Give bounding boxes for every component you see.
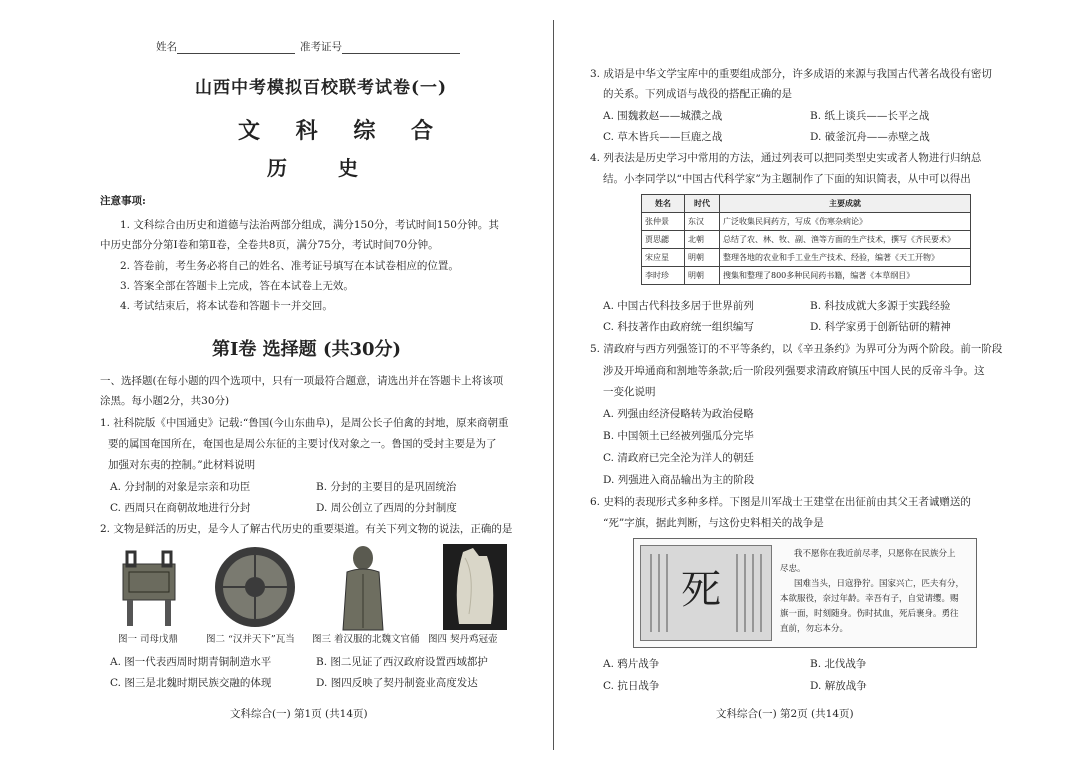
death-flag-figure bbox=[633, 538, 977, 648]
table-cell: 张仲景 bbox=[642, 213, 685, 231]
subject-title: 文 科 综 合 bbox=[238, 118, 447, 144]
table-row bbox=[642, 213, 971, 231]
q4-stem-line: 4. 列表法是历史学习中常用的方法，通过列表可以把同类型史实或者人物进行归纳总 bbox=[590, 152, 982, 164]
q6-option-b: B. 北伐战争 bbox=[810, 658, 867, 670]
table-cell: 整理各地的农业和手工业生产技术、经验，编著《天工开物》 bbox=[720, 249, 971, 267]
q5-stem-line: 一变化说明 bbox=[603, 386, 656, 398]
q1-option-d: D. 周公创立了西周的分封制度 bbox=[316, 502, 457, 514]
notice-line: 4. 考试结束后，将本试卷和答题卡一并交回。 bbox=[120, 300, 333, 312]
q6-stem-line: 6. 史料的表现形式多种多样。下图是川军战士王建堂在出征前由其父王者诚赠送的 bbox=[590, 496, 971, 508]
q3-option-d: D. 破釜沉舟——赤壁之战 bbox=[810, 131, 930, 143]
notice-line: 中历史部分分第Ⅰ卷和第Ⅱ卷，全卷共8页，满分75分，考试时间70分钟。 bbox=[100, 239, 439, 251]
q6-option-d: D. 解放战争 bbox=[810, 680, 867, 692]
q3-option-b: B. 纸上谈兵——长平之战 bbox=[810, 110, 930, 122]
flag-image bbox=[640, 545, 772, 641]
table-cell: 明朝 bbox=[685, 267, 720, 285]
q1-stem-line: 加强对东夷的控制。”此材料说明 bbox=[108, 459, 256, 471]
q6-stem-line: “死”字旗，据此判断，与这份史料相关的战争是 bbox=[603, 517, 824, 529]
letter-line: 直前，勿忘本分。 bbox=[780, 624, 849, 634]
q1-stem-line: 1. 社科院版《中国通史》记载:“鲁国(今山东曲阜)，是周公长子伯禽的封地，原来商朝重 bbox=[100, 417, 509, 429]
notice-line: 3. 答案全部在答题卡上完成，答在本试卷上无效。 bbox=[120, 280, 354, 292]
q4-option-a: A. 中国古代科技多居于世界前列 bbox=[603, 300, 754, 312]
notice-title: 注意事项: bbox=[100, 195, 146, 207]
letter-line: 本欲服役，奈过年龄。幸吾有子，自觉请缨。赐 bbox=[780, 594, 959, 604]
table-cell: 贾思勰 bbox=[642, 231, 685, 249]
exam-number-label: 准考证号 bbox=[300, 41, 342, 53]
q3-option-a: A. 围魏救赵——城濮之战 bbox=[603, 110, 723, 122]
figure-caption: 图四 契丹鸡冠壶 bbox=[428, 634, 498, 645]
name-label: 姓名 bbox=[156, 41, 177, 53]
q2-stem: 2. 文物是鲜活的历史，是今人了解古代历史的重要渠道。有关下列文物的说法，正确的是 bbox=[100, 523, 513, 535]
letter-line: 我不愿你在我近前尽孝，只愿你在民族分上 bbox=[794, 549, 956, 559]
table-cell: 宋应星 bbox=[642, 249, 685, 267]
letter-line: 国难当头，日寇狰狞。国家兴亡，匹夫有分， bbox=[794, 579, 965, 589]
q1-option-b: B. 分封的主要目的是巩固统治 bbox=[316, 481, 457, 493]
q5-stem-line: 5. 清政府与西方列强签订的不平等条约，以《辛丑条约》为界可分为两个阶段。前一阶段 bbox=[590, 343, 1003, 355]
name-field bbox=[156, 40, 295, 54]
section-intro-line: 一、选择题(在每小题的四个选项中，只有一项最符合题意，请选出并在答题卡上将该项 bbox=[100, 375, 504, 387]
q3-stem-line: 的关系。下列成语与战役的搭配正确的是 bbox=[603, 88, 792, 100]
table-cell: 北朝 bbox=[685, 231, 720, 249]
exam-title: 山西中考模拟百校联考试卷(一) bbox=[195, 78, 448, 98]
table-header: 姓名 bbox=[642, 195, 685, 213]
table-cell: 搜集和整理了800多种民间药书籍，编著《本草纲目》 bbox=[720, 267, 971, 285]
name-blank bbox=[177, 43, 295, 54]
section-intro-line: 涂黑。每小题2分，共30分) bbox=[100, 395, 230, 407]
q5-option-d: D. 列强进入商品输出为主的阶段 bbox=[603, 474, 755, 486]
page-footer-left: 文科综合(一) 第1页 (共14页) bbox=[230, 708, 368, 720]
q1-stem-line: 要的属国奄国所在，奄国也是周公东征的主要讨伐对象之一。鲁国的受封主要是为了 bbox=[108, 438, 497, 450]
roof-tile-end-image bbox=[213, 545, 298, 630]
q3-stem-line: 3. 成语是中华文学宝库中的重要组成部分，许多成语的来源与我国古代著名战役有密切 bbox=[590, 68, 992, 80]
notice-line: 1. 文科综合由历史和道德与法治两部分组成，满分150分，考试时间150分钟。其 bbox=[120, 219, 499, 231]
exam-number-field bbox=[300, 40, 460, 54]
pottery-pot-image bbox=[443, 544, 507, 630]
q5-option-a: A. 列强由经济侵略转为政治侵略 bbox=[603, 408, 754, 420]
q4-option-c: C. 科技著作由政府统一组织编写 bbox=[603, 321, 754, 333]
table-cell: 总结了农、林、牧、副、渔等方面的生产技术，撰写《齐民要术》 bbox=[720, 231, 971, 249]
exam-number-blank bbox=[342, 43, 460, 54]
q6-option-c: C. 抗日战争 bbox=[603, 680, 660, 692]
table-row bbox=[642, 267, 971, 285]
section-title: 第Ⅰ卷 选择题 (共30分) bbox=[212, 339, 402, 360]
q6-option-a: A. 鸦片战争 bbox=[603, 658, 660, 670]
q1-option-c: C. 西周只在商朝故地进行分封 bbox=[110, 502, 251, 514]
q4-option-d: D. 科学家勇于创新钻研的精神 bbox=[810, 321, 951, 333]
notice-line: 2. 答卷前，考生务必将自己的姓名、准考证号填写在本试卷相应的位置。 bbox=[120, 260, 459, 272]
table-cell: 李时珍 bbox=[642, 267, 685, 285]
letter-text bbox=[780, 547, 964, 637]
q5-option-b: B. 中国领土已经被列强瓜分完毕 bbox=[603, 430, 754, 442]
table-cell: 广泛收集民间药方，写成《伤寒杂病论》 bbox=[720, 213, 971, 231]
q4-stem-line: 结。小李同学以“中国古代科学家”为主题制作了下面的知识简表，从中可以得出 bbox=[603, 173, 971, 185]
table-cell: 明朝 bbox=[685, 249, 720, 267]
bronze-ding-image bbox=[115, 546, 183, 628]
letter-line: 旗一面，时刻随身。伤时拭血，死后裹身。勇往 bbox=[780, 609, 959, 619]
q2-option-d: D. 图四反映了契丹制瓷业高度发达 bbox=[316, 677, 478, 689]
figure-caption: 图一 司母戊鼎 bbox=[118, 634, 179, 645]
q2-option-b: B. 图二见证了西汉政府设置西域都护 bbox=[316, 656, 488, 668]
q4-option-b: B. 科技成就大多源于实践经验 bbox=[810, 300, 951, 312]
page-footer-right: 文科综合(一) 第2页 (共14页) bbox=[716, 708, 854, 720]
letter-line: 尽忠。 bbox=[780, 564, 806, 574]
table-row bbox=[642, 231, 971, 249]
table-header: 主要成就 bbox=[720, 195, 971, 213]
table-cell: 东汉 bbox=[685, 213, 720, 231]
q2-option-a: A. 图一代表西周时期青铜制造水平 bbox=[110, 656, 272, 668]
q5-stem-line: 涉及开埠通商和割地等条款;后一阶段列强要求清政府镇压中国人民的反帝斗争。这 bbox=[603, 365, 985, 377]
figure-caption: 图二 “汉并天下”瓦当 bbox=[206, 634, 295, 645]
q1-option-a: A. 分封制的对象是宗亲和功臣 bbox=[110, 481, 251, 493]
table-header: 时代 bbox=[685, 195, 720, 213]
table-header-row bbox=[642, 195, 971, 213]
page-fold-divider bbox=[553, 20, 554, 750]
table-row bbox=[642, 249, 971, 267]
figure-caption: 图三 着汉服的北魏文官俑 bbox=[312, 634, 420, 645]
figurine-image bbox=[337, 544, 389, 632]
q5-option-c: C. 清政府已完全沦为洋人的朝廷 bbox=[603, 452, 754, 464]
sub-subject-title: 历 史 bbox=[267, 156, 380, 180]
q3-option-c: C. 草木皆兵——巨鹿之战 bbox=[603, 131, 723, 143]
flag-character: 死 bbox=[681, 567, 721, 613]
q2-option-c: C. 图三是北魏时期民族交融的体现 bbox=[110, 677, 272, 689]
scientists-table bbox=[641, 194, 971, 285]
